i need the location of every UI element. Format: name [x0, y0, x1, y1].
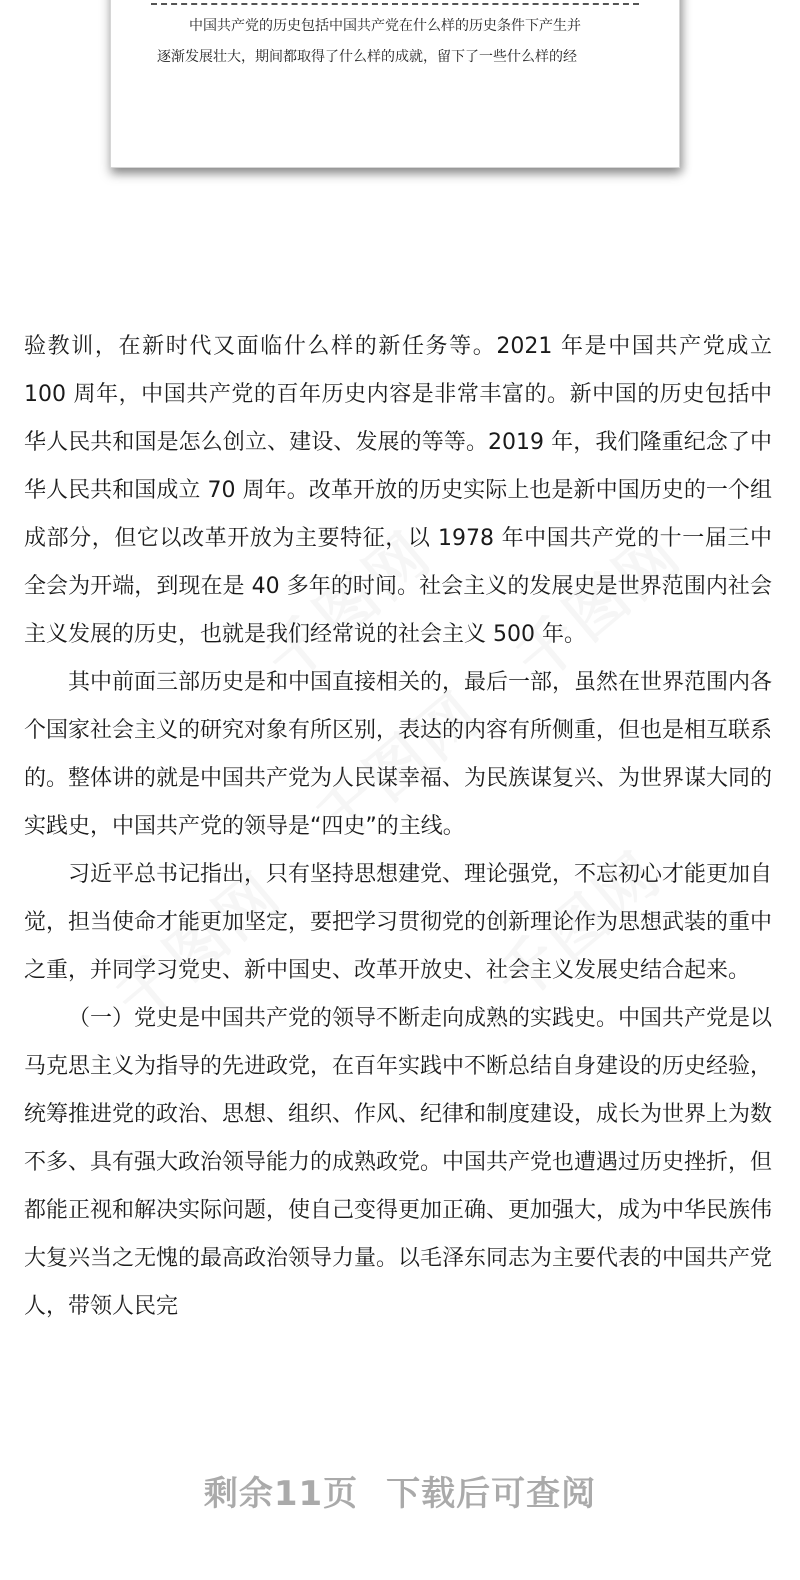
remaining-pages-label: 剩余11页	[203, 1474, 359, 1514]
paragraph-1: 验教训，在新时代又面临什么样的新任务等。2021 年是中国共产党成立 100 周年，中国共产党的百年历史内容是非常丰富的。新中国的历史包括中华人民共和国是怎么创立、建设、发展的等等。2019 年，我们隆重纪念了中华人民共和国成立 70 周年。改革开放的历史实际上也是新中国历史的一个组成部分，但它以改革开放为主要特征，以 1978 年中国共产党的十一届三中全会为开端，到现在是 40 多年的时间。社会主义的发展史是世界范围内社会主义发展的历史，也就是我们经常说的社会主义 500 年。	[24, 334, 772, 647]
paragraph-3: 习近平总书记指出，只有坚持思想建党、理论强党，不忘初心才能更加自觉，担当使命才能更加坚定，要把学习贯彻党的创新理论作为思想武装的重中之重，并同学习党史、新中国史、改革开放史、社会主义发展史结合起来。	[24, 862, 773, 983]
page-cut-edge	[151, 0, 639, 5]
document-body	[24, 323, 772, 1331]
previous-page-card	[110, 0, 680, 168]
previous-page-text	[157, 11, 649, 73]
previous-page-line-1: 中国共产党的历史包括中国共产党在什么样的历史条件下产生并	[189, 18, 581, 34]
paragraph-2: 其中前面三部历史是和中国直接相关的，最后一部，虽然在世界范围内各个国家社会主义的研究对象有所区别，表达的内容有所侧重，但也是相互联系的。整体讲的就是中国共产党为人民谋幸福、为民族谋复兴、为世界谋大同的实践史，中国共产党的领导是“四史”的主线。	[24, 670, 773, 839]
previous-page-line-2: 逐渐发展壮大，期间都取得了什么样的成就，留下了一些什么样的经	[157, 49, 577, 65]
paragraph-4: （一）党史是中国共产党的领导不断走向成熟的实践史。中国共产党是以马克思主义为指导的先进政党，在百年实践中不断总结自身建设的历史经验，统筹推进党的政治、思想、组织、作风、纪律和制度建设，成长为世界上为数不多、具有强大政治领导能力的成熟政党。中国共产党也遭遇过历史挫折，但都能正视和解决实际问题，使自己变得更加正确、更加强大，成为中华民族伟大复兴当之无愧的最高政治领导力量。以毛泽东同志为主要代表的中国共产党人，带领人民完	[24, 1006, 773, 1319]
download-to-view-label: 下载后可查阅	[386, 1474, 597, 1514]
download-prompt-button[interactable]	[0, 1466, 800, 1515]
